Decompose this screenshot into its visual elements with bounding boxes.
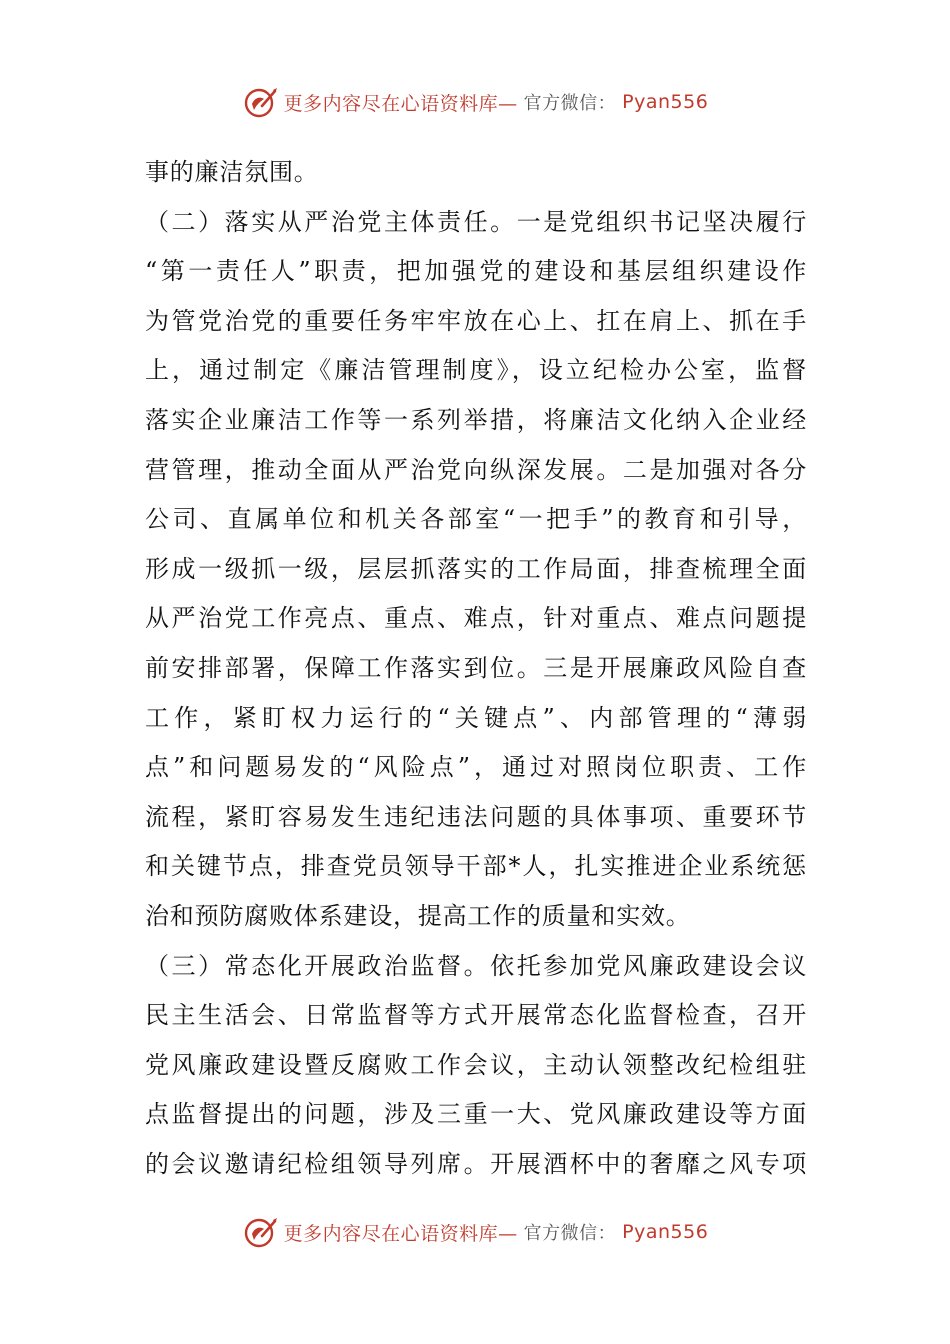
- text-line: 点监督提出的问题，涉及三重一大、党风廉政建设等方面: [145, 1100, 807, 1129]
- text-line: 和关键节点，排查党员领导干部*人，扎实推进企业系统惩: [145, 852, 807, 881]
- text-line: 前安排部署，保障工作落实到位。三是开展廉政风险自查: [145, 653, 807, 682]
- text-line: 点”和问题易发的“风险点”，通过对照岗位职责、工作: [145, 753, 807, 782]
- text-line: 公司、直属单位和机关各部室“一把手”的教育和引导，: [145, 505, 807, 534]
- watermark-site-text: 更多内容尽在心语资料库—: [283, 92, 518, 115]
- watermark-wechat-id: Pyan556: [622, 1221, 709, 1243]
- watermark-wechat-id: Pyan556: [622, 91, 709, 113]
- text-line: 民主生活会、日常监督等方式开展常态化监督检查，召开: [145, 1001, 807, 1030]
- text-line: （三）常态化开展政治监督。依托参加党风廉政建设会议: [145, 951, 807, 980]
- text-line: 从严治党工作亮点、重点、难点，针对重点、难点问题提: [145, 604, 807, 633]
- text-line: （二）落实从严治党主体责任。一是党组织书记坚决履行: [145, 207, 807, 236]
- text-line: 上，通过制定《廉洁管理制度》，设立纪检办公室，监督: [145, 356, 807, 385]
- watermark-wechat-label: 官方微信：: [523, 93, 617, 114]
- document-body: [145, 148, 807, 1189]
- text-line: 形成一级抓一级，层层抓落实的工作局面，排查梳理全面: [145, 554, 807, 583]
- watermark-wechat-label: 官方微信：: [523, 1223, 617, 1244]
- text-line: 营管理，推动全面从严治党向纵深发展。二是加强对各分: [145, 455, 807, 484]
- text-line: 治和预防腐败体系建设，提高工作的质量和实效。: [145, 901, 691, 930]
- text-line: 流程，紧盯容易发生违纪违法问题的具体事项、重要环节: [145, 802, 807, 831]
- pen-seal-logo-icon: [242, 1214, 278, 1250]
- text-line: 工作，紧盯权力运行的“关键点”、内部管理的“薄弱: [145, 703, 807, 732]
- text-line: 落实企业廉洁工作等一系列举措，将廉洁文化纳入企业经: [145, 405, 807, 434]
- watermark-site-text: 更多内容尽在心语资料库—: [283, 1222, 518, 1245]
- pen-seal-logo-icon: [242, 84, 278, 120]
- footer-watermark-banner: [0, 1212, 950, 1252]
- text-line: 事的廉洁氛围。: [145, 158, 319, 186]
- text-line: “第一责任人”职责，把加强党的建设和基层组织建设作: [145, 257, 807, 286]
- text-line: 为管党治党的重要任务牢牢放在心上、扛在肩上、抓在手: [145, 306, 807, 335]
- text-line: 的会议邀请纪检组领导列席。开展酒杯中的奢靡之风专项: [145, 1149, 807, 1178]
- text-line: 党风廉政建设暨反腐败工作会议，主动认领整改纪检组驻: [145, 1050, 807, 1079]
- header-watermark-banner: [0, 82, 950, 122]
